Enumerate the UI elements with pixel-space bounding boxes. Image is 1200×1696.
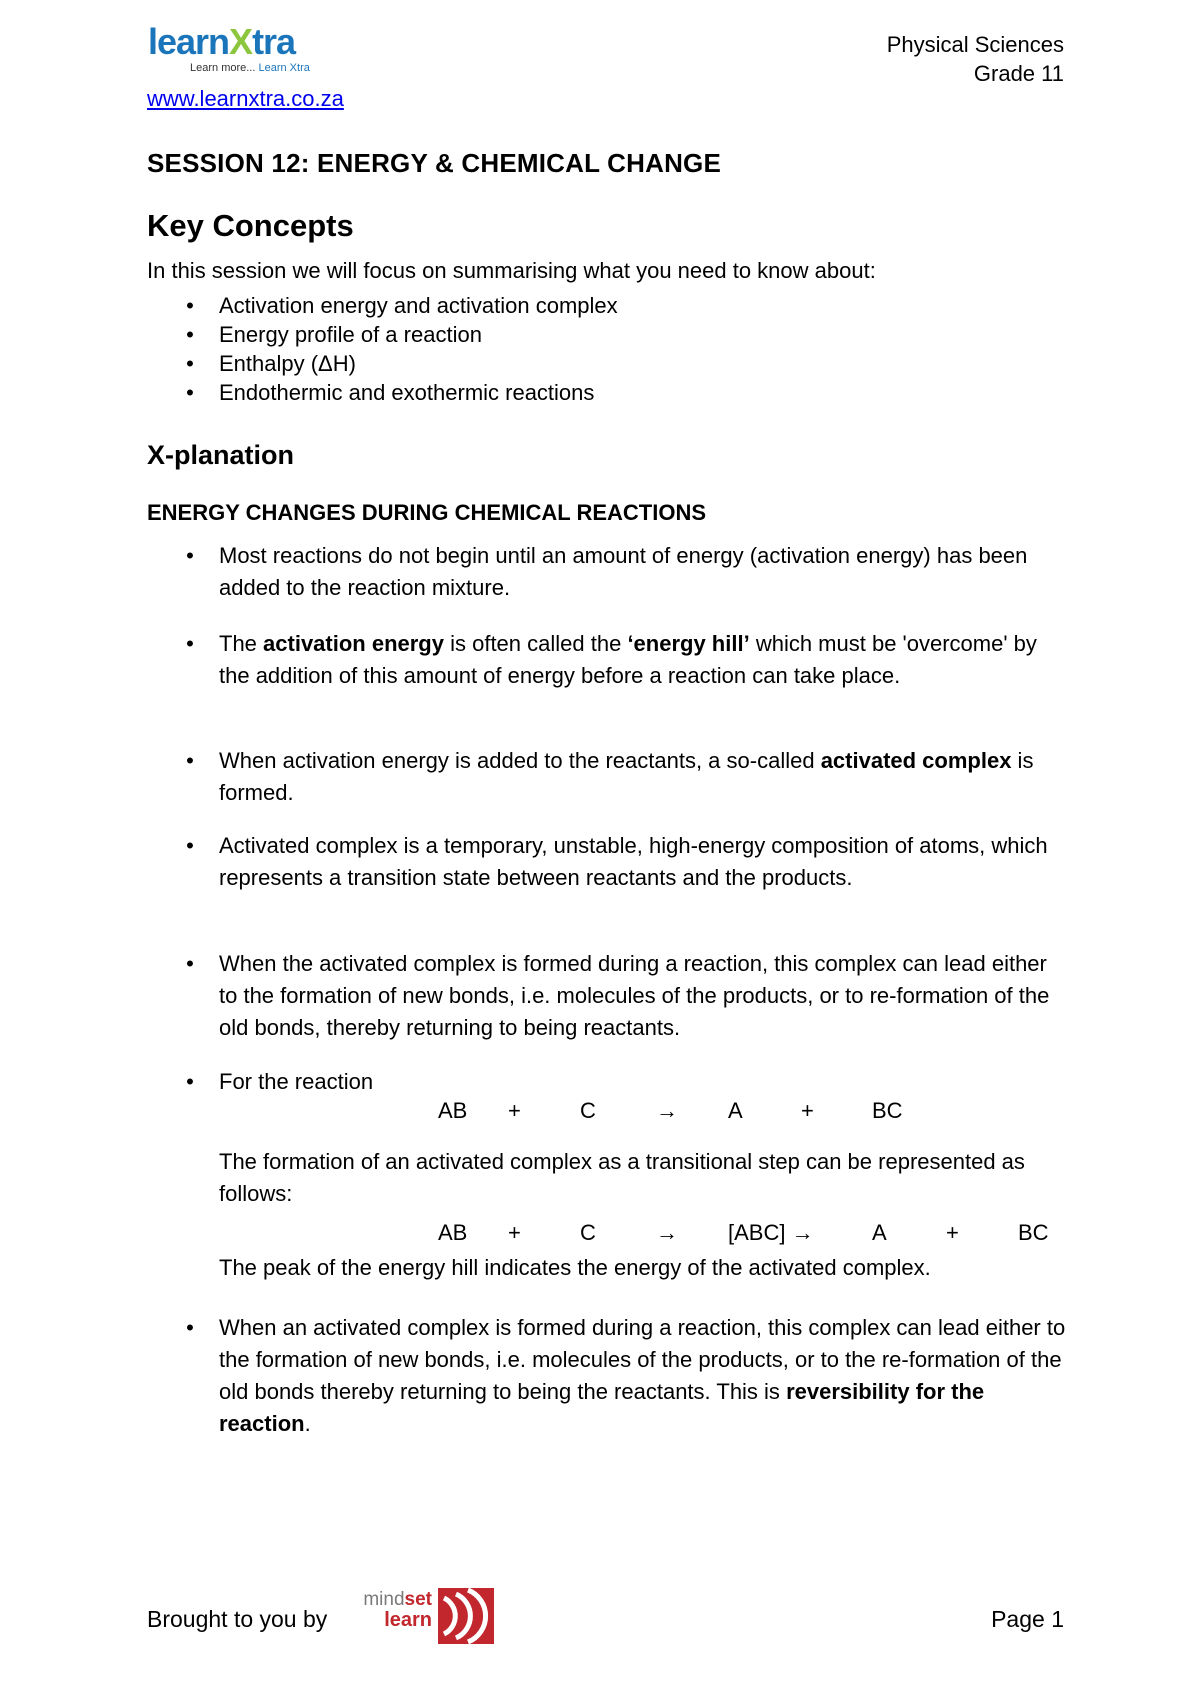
bullet-activated-complex-definition	[147, 830, 1067, 894]
bullet-icon: •	[186, 951, 194, 976]
mindset-wordmark: mindset learn	[363, 1589, 432, 1631]
eq-arrow: →	[656, 1220, 678, 1245]
list-item: • Enthalpy (ΔH)	[186, 351, 356, 376]
bullet-icon: •	[186, 1069, 194, 1094]
header-subject-grade	[887, 30, 1064, 88]
footer-brought-by: Brought to you by	[147, 1606, 328, 1632]
eq-term: AB	[438, 1098, 468, 1123]
bullet-energy-hill	[147, 628, 1067, 692]
list-item: • For the reaction	[147, 1066, 1067, 1098]
list-item: • Energy profile of a reaction	[186, 322, 482, 347]
list-item: • Endothermic and exothermic reactions	[186, 380, 595, 405]
learnxtra-logo	[148, 21, 348, 76]
list-item: • Activation energy and activation complex	[186, 293, 618, 318]
page-number: Page 1	[991, 1606, 1064, 1632]
eq-plus: +	[508, 1098, 521, 1123]
list-item: • Activated complex is a temporary, unstable, high-energy composition of atoms, which represents a transition state between reactants and the products.	[147, 830, 1067, 894]
eq-term: BC	[872, 1098, 903, 1123]
key-concepts-list	[147, 291, 618, 407]
bullet-icon: •	[186, 1315, 194, 1340]
bullet-activated-complex-formed	[147, 745, 1067, 809]
bullet-icon: •	[186, 351, 194, 376]
eq-activated-complex: [ABC] →	[728, 1220, 814, 1245]
eq-term: C	[580, 1220, 596, 1245]
session-title: SESSION 12: ENERGY & CHEMICAL CHANGE	[147, 148, 722, 178]
energy-changes-subheading: ENERGY CHANGES DURING CHEMICAL REACTIONS	[147, 500, 707, 525]
eq-plus: +	[508, 1220, 521, 1245]
eq-arrow: →	[656, 1098, 678, 1123]
eq-plus: +	[946, 1220, 959, 1245]
eq-term: BC	[1018, 1220, 1049, 1245]
list-item: • Most reactions do not begin until an amount of energy (activation energy) has been added to the reaction mixture.	[147, 540, 1067, 604]
bullet-icon: •	[186, 293, 194, 318]
bullet-icon: •	[186, 833, 194, 858]
activated-complex-step-text: The formation of an activated complex as a transitional step can be represented as follows:	[219, 1149, 1025, 1206]
bullet-complex-outcomes	[147, 948, 1067, 1044]
eq-term: A	[728, 1098, 743, 1123]
list-item: • When the activated complex is formed during a reaction, this complex can lead either to the formation of new bonds, i.e. molecules of the products, or to re-formation of the old bonds, thereby returning to being reactants.	[147, 948, 1067, 1044]
website-link[interactable]: www.learnxtra.co.za	[147, 86, 344, 111]
key-concepts-heading: Key Concepts	[147, 208, 354, 243]
equation-simple	[0, 1098, 1200, 1130]
list-item: • When an activated complex is formed during a reaction, this complex can lead either to the formation of new bonds, i.e. molecules of the products, or to the re-formation of the old bonds thereby returning to being the reactants. This is reversibility for the reaction.	[147, 1312, 1067, 1440]
xplanation-heading: X-planation	[147, 440, 294, 470]
mindset-arcs-icon	[438, 1586, 498, 1646]
eq-term: A	[872, 1220, 887, 1245]
equation-activated-complex	[0, 1220, 1200, 1252]
bullet-reaction-example	[147, 1066, 1067, 1098]
key-concepts-intro: In this session we will focus on summarising what you need to know about:	[147, 258, 876, 283]
bullet-icon: •	[186, 380, 194, 405]
bullet-icon: •	[186, 748, 194, 773]
eq-term: AB	[438, 1220, 468, 1245]
logo-tagline: Learn more... Learn Xtra	[190, 62, 310, 74]
bullet-icon: •	[186, 322, 194, 347]
bullet-reversibility	[147, 1312, 1067, 1440]
bullet-icon: •	[186, 543, 194, 568]
bullet-activation-energy-intro	[147, 540, 1067, 604]
bullet-icon: •	[186, 631, 194, 656]
list-item: • The activation energy is often called the ‘energy hill’ which must be 'overcome' by the addition of this amount of energy before a reaction can take place.	[147, 628, 1067, 692]
grade-label: Grade 11	[973, 61, 1064, 86]
energy-hill-peak-text: The peak of the energy hill indicates the energy of the activated complex.	[219, 1255, 931, 1280]
mindset-learn-logo	[360, 1586, 500, 1648]
eq-term: C	[580, 1098, 596, 1123]
list-item: • When activation energy is added to the reactants, a so-called activated complex is formed.	[147, 745, 1067, 809]
eq-plus: +	[801, 1098, 814, 1123]
subject-label: Physical Sciences	[886, 32, 1064, 57]
logo-wordmark: learnXtra	[148, 21, 296, 62]
